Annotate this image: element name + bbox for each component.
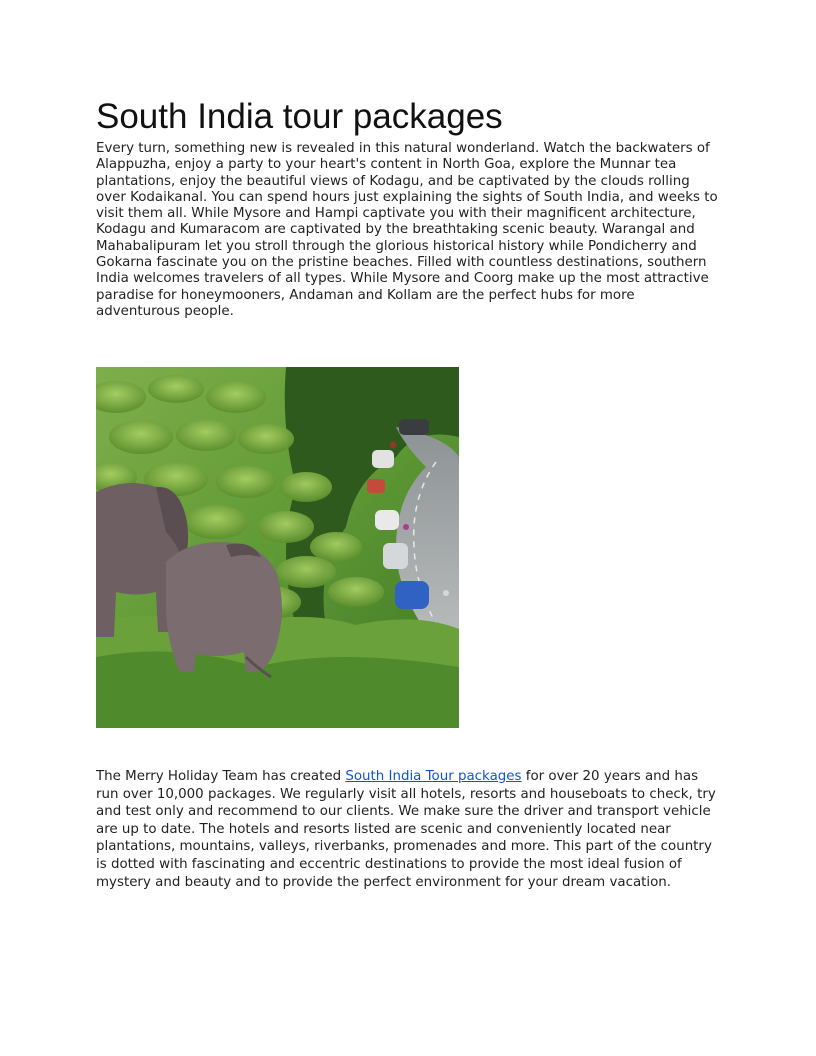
body-text-after-link: for over 20 years and has run over 10,000 packages. We regularly visit all hotels, resorts and houseboats to check, try and test only and recommend to our clients. We make sure the driver and transport vehicle are up to date. The hotels and resorts listed are scenic and conveniently located near plantations, mountains, valleys, riverbanks, promenades and more. This part of the country is dotted with fascinating and eccentric destinations to provide the most ideal fusion of mystery and beauty and to provide the perfect environment for your dream vacation. bbox=[96, 769, 716, 890]
elephants-tea-plantation-photo bbox=[96, 367, 459, 728]
intro-paragraph: Every turn, something new is revealed in this natural wonderland. Watch the backwaters of Alappuzha, enjoy a party to your heart's content in North Goa, explore the Munnar tea plantations, enjoy the beautiful views of Kodagu, and be captivated by the clouds rolling over Kodaikanal. You can spend hours just explaining the sights of South India, and weeks to visit them all. While Mysore and Hampi captivate you with their magnificent architecture, Kodagu and Kumaracom are captivated by the breathtaking scenic beauty. Warangal and Mahabalipuram let you stroll through the glorious historical history while Pondicherry and Gokarna fascinate you on the pristine beaches. Filled with countless destinations, southern India welcomes travelers of all types. While Mysore and Coorg make up the most attractive paradise for honeymooners, Andaman and Kollam are the perfect hubs for more adventurous people. bbox=[96, 141, 718, 319]
south-india-tour-packages-link[interactable]: South India Tour packages bbox=[345, 769, 522, 784]
body-text-before-link: The Merry Holiday Team has created bbox=[96, 769, 346, 784]
page-title: South India tour packages bbox=[96, 97, 503, 136]
body-paragraph bbox=[96, 768, 720, 891]
document-page bbox=[96, 96, 720, 890]
